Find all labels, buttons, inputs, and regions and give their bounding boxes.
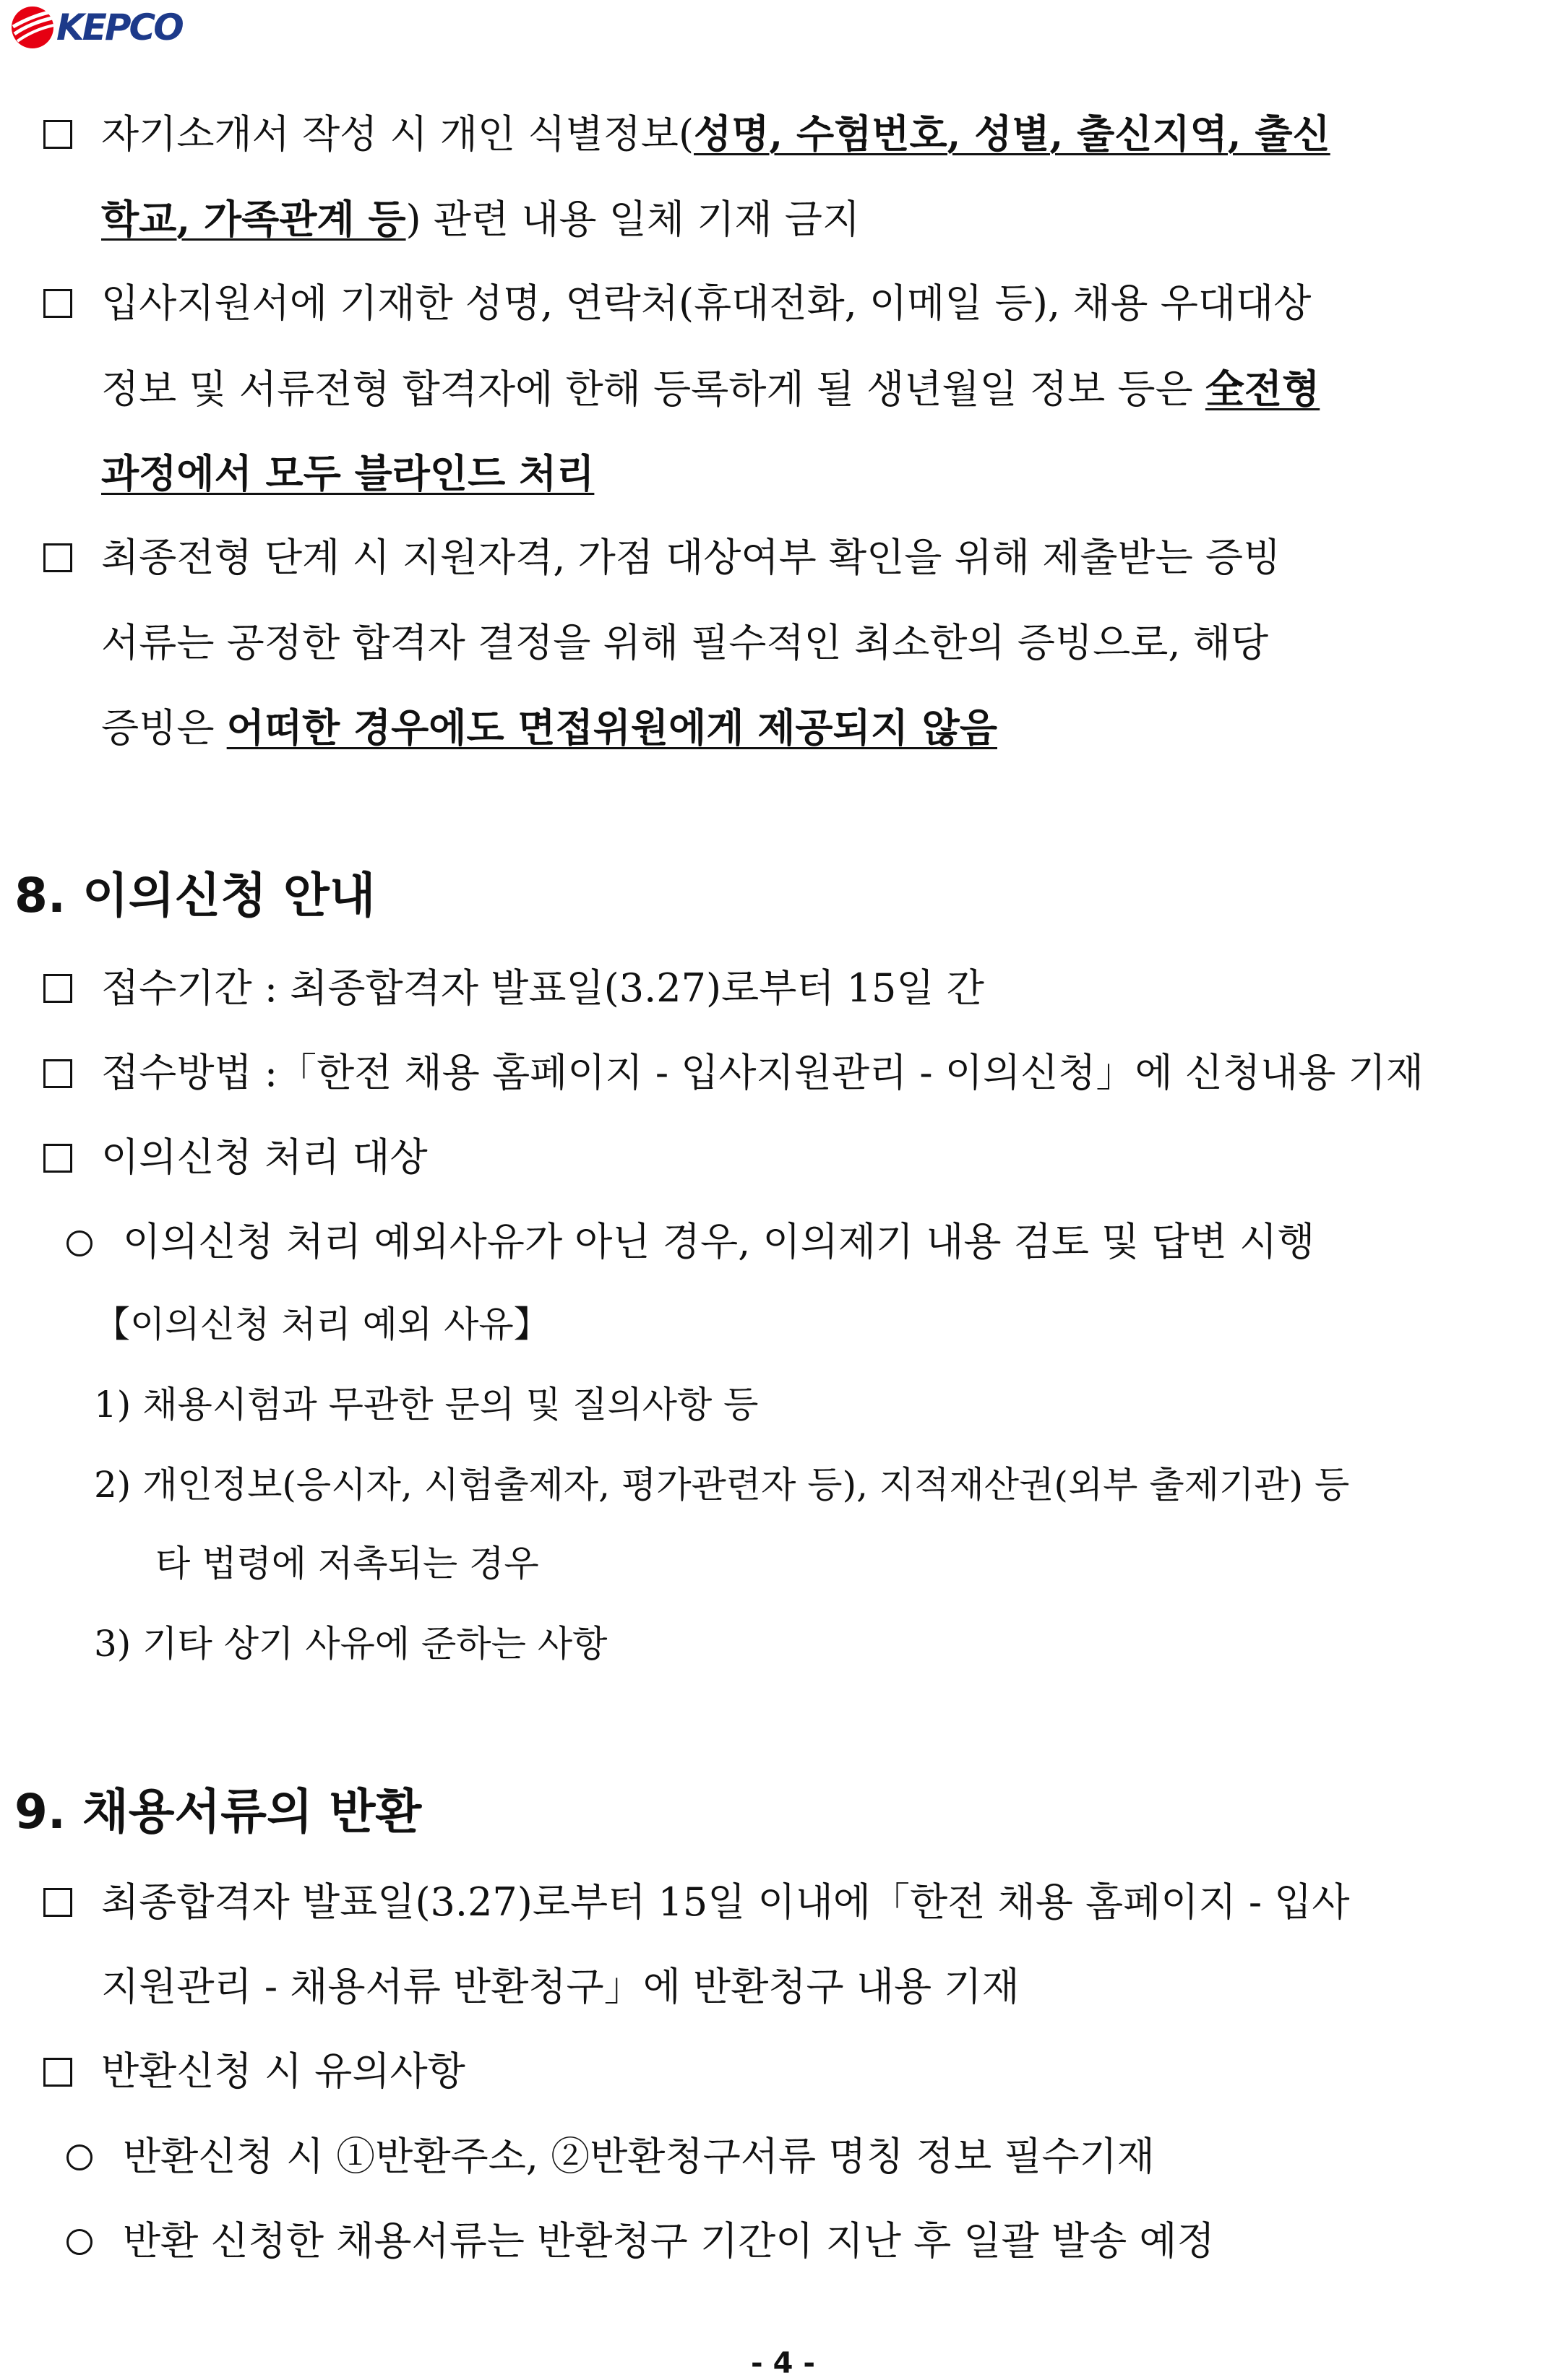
blind-item-1-line2 [101,194,860,245]
exception-title: 【이의신청 처리 예외 사유】 [94,1303,550,1345]
checkbox-icon [43,974,72,1003]
underlined-text: 과정에서 모두 블라인드 처리 [101,450,595,496]
blind-item-2-line2 [101,363,1320,415]
underlined-text: 어떠한 경우에도 면접위원에게 제공되지 않음 [226,704,997,751]
return-item1-line2: 지원관리 - 채용서류 반환청구」에 반환청구 내용 기재 [101,1964,1020,2009]
text: ) 관련 내용 일체 기재 금지 [405,197,861,242]
appeal-method: 접수방법 :「한전 채용 홈페이지 - 입사지원관리 - 이의신청」에 신청내용 기재 [101,1050,1424,1095]
exception-3: 3) 기타 상기 사유에 준하는 사항 [94,1623,608,1665]
return-item1-line1: 최종합격자 발표일(3.27)로부터 15일 이내에「한전 채용 홈페이지 - 입사 [101,1879,1350,1925]
appeal-target: 이의신청 처리 대상 [101,1134,428,1180]
checkbox-icon [43,2058,72,2087]
exception-2: 2) 개인정보(응시자, 시험출제자, 평가관련자 등), 지적재산권(외부 출제기관) 등 [94,1464,1350,1506]
underlined-text: 全전형 [1205,366,1320,412]
checkbox-icon [43,1888,72,1917]
text: 정보 및 서류전형 합격자에 한해 등록하게 될 생년월일 정보 등은 [101,366,1205,412]
circle-bullet-icon [66,2229,93,2255]
page-number: - 4 - [751,2347,815,2380]
return-bullet1: 반환신청 시 ①반환주소, ②반환청구서류 명칭 정보 필수기재 [123,2134,1155,2179]
appeal-bullet: 이의신청 처리 예외사유가 아닌 경우, 이의제기 내용 검토 및 답변 시행 [123,1219,1315,1264]
kepco-emblem-icon [10,5,55,50]
underlined-text: 성명, 수험번호, 성별, 출신지역, 출신 [694,111,1330,157]
return-item2: 반환신청 시 유의사항 [101,2048,465,2094]
logo-text: KEPCO [56,7,182,48]
checkbox-icon [43,1059,72,1088]
blind-item-2-line3 [101,448,594,499]
section8-title: 8. 이의신청 안내 [14,868,376,923]
exception-1: 1) 채용시험과 무관한 문의 및 질의사항 등 [94,1384,759,1426]
section9-title: 9. 채용서류의 반환 [14,1784,422,1840]
blind-item-3-line2: 서류는 공정한 합격자 결정을 위해 필수적인 최소한의 증빙으로, 해당 [101,620,1269,665]
blind-item-2-line1: 입사지원서에 기재한 성명, 연락처(휴대전화, 이메일 등), 채용 우대대상 [101,280,1312,326]
underlined-text: 학교, 가족관계 등 [101,196,406,242]
circle-bullet-icon [66,1230,93,1256]
return-bullet2: 반환 신청한 채용서류는 반환청구 기간이 지난 후 일괄 발송 예정 [123,2218,1215,2264]
text: 자기소개서 작성 시 개인 식별정보( [101,111,694,157]
text: 증빙은 [101,705,227,751]
checkbox-icon [43,120,72,149]
circle-bullet-icon [66,2144,93,2170]
blind-item-3-line3 [101,702,997,754]
checkbox-icon [43,289,72,318]
checkbox-icon [43,543,72,572]
kepco-logo [10,4,182,51]
checkbox-icon [43,1144,72,1173]
blind-item-3-line1: 최종전형 단계 시 지원자격, 가점 대상여부 확인을 위해 제출받는 증빙 [101,535,1281,580]
appeal-period: 접수기간 : 최종합격자 발표일(3.27)로부터 15일 간 [101,965,984,1011]
blind-item-1-line1 [101,108,1528,160]
exception-2-cont: 타 법령에 저촉되는 경우 [155,1543,539,1584]
